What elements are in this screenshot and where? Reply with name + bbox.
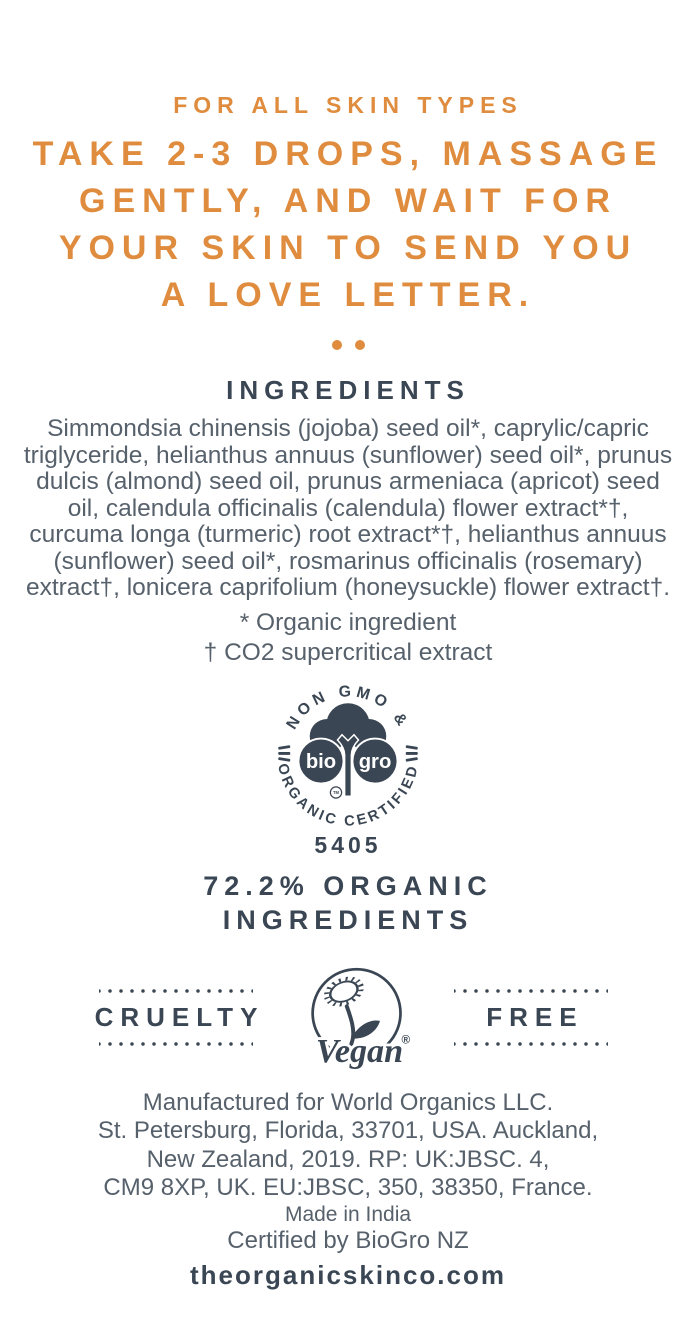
website-url: theorganicskinco.com <box>190 1259 506 1290</box>
biogro-arc-top-text: NON GMO & <box>283 682 413 733</box>
cruelty-label: CRUELTY <box>94 1002 265 1032</box>
address-line: CM9 8XP, UK. EU:JBSC, 350, 38350, France. <box>103 1174 593 1201</box>
organic-percent-heading: 72.2% ORGANIC INGREDIENTS <box>203 870 493 935</box>
ingredients-footnotes <box>0 608 696 668</box>
ingredients-list: Simmondsia chinensis (jojoba) seed oil*, caprylic/capric triglyceride, helianthus annuus (sunflower) seed oil*, prunus dulcis (almond) seed oil, prunus armeniaca (apricot) seed oil, calendula officinalis (calendula) flower extract*†, curcuma longa (turmeric) root extract*†, helianthus annuus (sunflower) seed oil*, rosmarinus officinalis (rosemary) extract†, lonicera caprifolium (honeysuckle) flower extract†. <box>23 415 673 601</box>
separator-dots <box>0 339 696 351</box>
dot-icon <box>332 340 342 350</box>
dotted-rule <box>99 989 253 993</box>
usage-line: GENTLY, AND WAIT FOR <box>79 182 617 220</box>
certified-line: Certified by BioGro NZ <box>227 1226 469 1254</box>
address-line: Manufactured for World Organics LLC. <box>142 1088 554 1116</box>
biogro-tm-mark: TM <box>333 789 339 795</box>
biogro-logo <box>273 680 423 830</box>
usage-line: A LOVE LETTER. <box>160 276 536 314</box>
vegan-logo <box>298 963 420 1073</box>
biogro-gro-label: gro <box>358 750 392 773</box>
biogro-arc-bottom-text: ORGANIC CERTIFIED <box>273 761 423 830</box>
footnote-organic: * Organic ingredient <box>239 608 457 636</box>
made-in-line: Made in India <box>284 1202 412 1226</box>
dotted-rule <box>454 989 608 993</box>
triple-bar-left-icon <box>278 745 290 762</box>
dot-icon <box>355 340 365 350</box>
cruelty-free-vegan-row <box>0 963 696 1073</box>
vegan-wordmark: Vegan <box>316 1032 404 1070</box>
usage-subheading: FOR ALL SKIN TYPES <box>173 92 523 118</box>
usage-section <box>0 92 696 319</box>
biogro-bio-label: bio <box>305 750 337 773</box>
free-label: FREE <box>486 1002 584 1032</box>
manufacturer-info <box>0 1089 696 1290</box>
triple-bar-right-icon <box>406 745 418 762</box>
biogro-certification <box>0 680 696 859</box>
address-line: St. Petersburg, Florida, 33701, USA. Auckland, <box>97 1117 599 1144</box>
biogro-license-number: 5405 <box>314 831 382 858</box>
dotted-rule <box>99 1042 253 1046</box>
address-line: New Zealand, 2019. RP: UK:JBSC. 4, <box>146 1145 550 1173</box>
usage-instructions <box>0 131 696 319</box>
usage-line: TAKE 2-3 DROPS, MASSAGE <box>32 135 664 173</box>
usage-line: YOUR SKIN TO SEND YOU <box>58 229 638 267</box>
cruelty-block <box>88 989 265 1046</box>
registered-trademark-mark: ® <box>401 1032 411 1046</box>
ingredients-heading: INGREDIENTS <box>226 375 470 405</box>
footnote-co2: † CO2 supercritical extract <box>203 638 493 666</box>
dotted-rule <box>454 1042 608 1046</box>
biogro-tree-icon <box>299 703 398 798</box>
free-block <box>454 989 608 1046</box>
